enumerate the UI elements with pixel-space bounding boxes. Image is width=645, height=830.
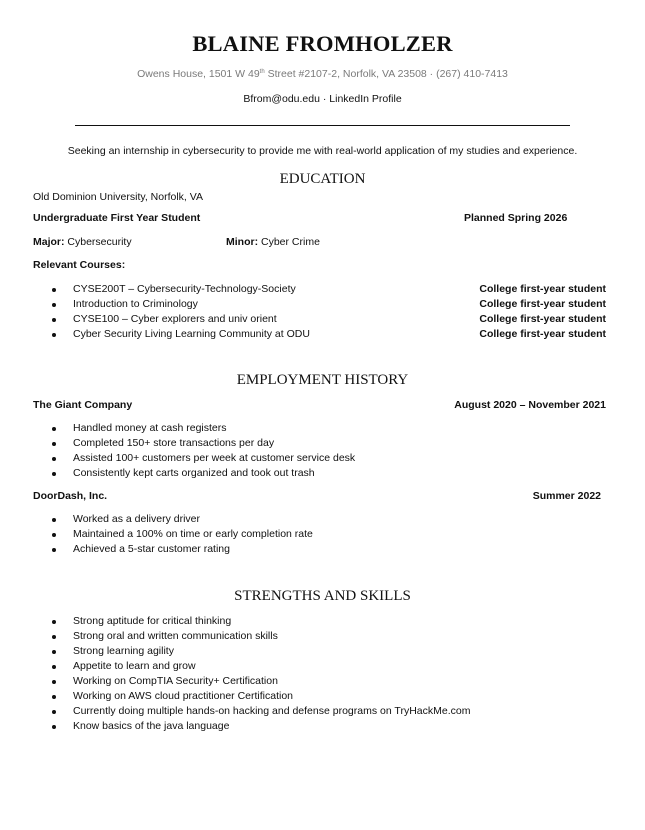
bullet-icon <box>52 620 56 624</box>
list-item <box>52 614 470 629</box>
planned-graduation: Planned Spring 2026 <box>464 212 568 224</box>
employment-dates: Summer 2022 <box>532 490 601 502</box>
bullet-icon <box>52 442 56 446</box>
skill-text: Know basics of the java language <box>73 720 230 732</box>
bullet-icon <box>52 303 56 307</box>
minor-line <box>226 236 320 248</box>
duty-text: Handled money at cash registers <box>73 422 227 434</box>
major-label: Major: <box>33 236 65 248</box>
bullet-icon <box>52 725 56 729</box>
course-name: CYSE100 – Cyber explorers and univ orient <box>73 313 277 325</box>
course-name: CYSE200T – Cybersecurity-Technology-Society <box>73 283 296 295</box>
skill-text: Strong learning agility <box>73 645 174 657</box>
course-list <box>52 282 310 342</box>
employment-dates: August 2020 – November 2021 <box>454 399 606 411</box>
skills-heading: STRENGTHS AND SKILLS <box>234 588 411 604</box>
courses-heading: Relevant Courses: <box>33 259 126 271</box>
skill-text: Appetite to learn and grow <box>73 660 196 672</box>
course-status: College first-year student <box>479 328 606 340</box>
duty-text: Achieved a 5-star customer rating <box>73 543 230 555</box>
resume-name: BLAINE FROMHOLZER <box>192 31 453 56</box>
course-status-list <box>479 282 606 342</box>
education-heading: EDUCATION <box>279 171 366 187</box>
skill-text: Working on AWS cloud practitioner Certification <box>73 690 294 702</box>
job-duties-list <box>52 512 313 557</box>
list-item <box>52 659 470 674</box>
duty-text: Assisted 100+ customers per week at customer service desk <box>73 452 356 464</box>
course-status: College first-year student <box>479 298 606 310</box>
list-item <box>52 629 470 644</box>
school-name: Old Dominion University, Norfolk, VA <box>33 191 203 203</box>
list-item <box>52 527 313 542</box>
course-status: College first-year student <box>479 313 606 325</box>
email-linkedin-line: Bfrom@odu.edu · LinkedIn Profile <box>243 93 402 105</box>
bullet-icon <box>52 680 56 684</box>
list-item <box>52 436 355 451</box>
list-item <box>52 451 355 466</box>
bullet-icon <box>52 427 56 431</box>
address-ordinal-suffix: th <box>259 69 265 75</box>
list-item <box>52 512 313 527</box>
employer-name: The Giant Company <box>33 399 133 411</box>
major-line <box>33 236 132 248</box>
employment-heading: EMPLOYMENT HISTORY <box>236 372 409 388</box>
bullet-icon <box>52 635 56 639</box>
employer-name: DoorDash, Inc. <box>33 490 108 502</box>
list-item <box>52 466 355 481</box>
list-item <box>52 312 310 327</box>
list-item <box>52 421 355 436</box>
address-part-2: Street #2107-2, Norfolk, VA 23508 · (267) 410-7413 <box>264 68 508 80</box>
list-item <box>52 704 470 719</box>
list-item <box>52 327 310 342</box>
bullet-icon <box>52 333 56 337</box>
objective-statement: Seeking an internship in cybersecurity to provide me with real-world application of my studies and experience. <box>67 145 578 157</box>
list-item <box>52 644 470 659</box>
course-name: Introduction to Criminology <box>73 298 198 310</box>
list-item <box>52 282 310 297</box>
skill-text: Currently doing multiple hands-on hacking and defense programs on TryHackMe.com <box>73 705 471 717</box>
bullet-icon <box>52 665 56 669</box>
skill-text: Strong oral and written communication skills <box>73 630 278 642</box>
bullet-icon <box>52 695 56 699</box>
minor-value: Cyber Crime <box>258 236 320 248</box>
bullet-icon <box>52 533 56 537</box>
bullet-icon <box>52 548 56 552</box>
bullet-icon <box>52 518 56 522</box>
bullet-icon <box>52 472 56 476</box>
course-status: College first-year student <box>479 283 606 295</box>
duty-text: Worked as a delivery driver <box>73 513 201 525</box>
header-divider <box>75 125 570 126</box>
minor-label: Minor: <box>226 236 259 248</box>
skills-list <box>52 614 470 734</box>
bullet-icon <box>52 288 56 292</box>
skill-text: Strong aptitude for critical thinking <box>73 615 232 627</box>
list-item <box>52 719 470 734</box>
address-part-1: Owens House, 1501 W 49 <box>137 68 260 80</box>
bullet-icon <box>52 457 56 461</box>
list-item <box>52 689 470 704</box>
course-name: Cyber Security Living Learning Community at ODU <box>73 328 310 340</box>
bullet-icon <box>52 650 56 654</box>
student-standing: Undergraduate First Year Student <box>33 212 201 224</box>
contact-line <box>0 68 645 80</box>
duty-text: Maintained a 100% on time or early completion rate <box>73 528 313 540</box>
list-item <box>52 542 313 557</box>
duty-text: Completed 150+ store transactions per day <box>73 437 275 449</box>
bullet-icon <box>52 710 56 714</box>
list-item <box>52 674 470 689</box>
bullet-icon <box>52 318 56 322</box>
duty-text: Consistently kept carts organized and took out trash <box>73 467 315 479</box>
job-duties-list <box>52 421 355 481</box>
skill-text: Working on CompTIA Security+ Certification <box>73 675 278 687</box>
list-item <box>52 297 310 312</box>
major-value: Cybersecurity <box>64 236 132 248</box>
